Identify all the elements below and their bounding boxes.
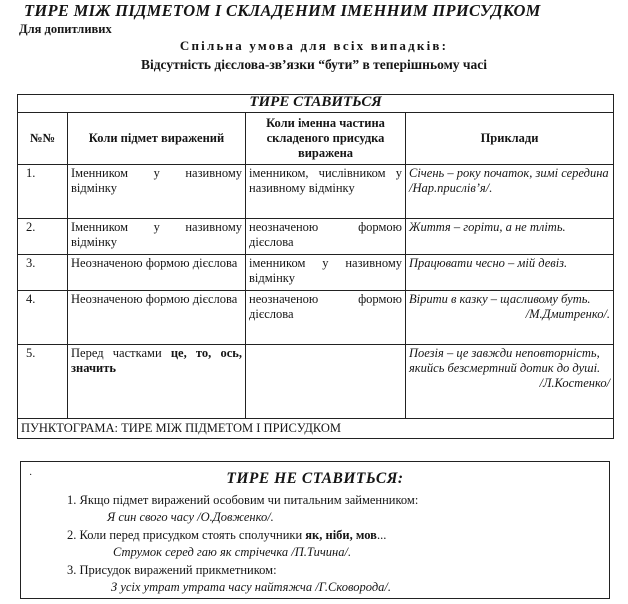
example-text: Поезія – це завжди неповторність, якийсь безсмертний дотик до душі.: [409, 346, 601, 375]
table-row: [18, 291, 614, 345]
row-example: Працювати чесно – мій девіз.: [406, 255, 614, 291]
row-num: 1.: [18, 165, 68, 219]
rule-3: 3. Присудок виражений прикметником:: [67, 563, 277, 577]
row-predicate: неозначеною формою дієслова: [246, 219, 406, 255]
conjunctions: як, ніби, мов: [305, 528, 377, 542]
page-title: ТИРЕ МІЖ ПІДМЕТОМ І СКЛАДЕНИМ ІМЕННИМ ПРИСУДКОМ: [24, 1, 541, 20]
row-num: 3.: [18, 255, 68, 291]
table-row: [18, 255, 614, 291]
rule-2: [67, 528, 386, 543]
row-predicate: неозначеною формою дієслова: [246, 291, 406, 345]
row-example: [406, 165, 614, 219]
row-subject: Іменником у називному відмінку: [68, 219, 246, 255]
section-title-placed: ТИРЕ СТАВИТЬСЯ: [18, 95, 614, 113]
col-header-num: №№: [18, 113, 68, 165]
speck: ·: [29, 470, 33, 481]
example-source: /Л.Костенко/: [539, 376, 611, 390]
punctogram: ПУНКТОГРАМА: ТИРЕ МІЖ ПІДМЕТОМ І ПРИСУДКОМ: [18, 419, 614, 439]
col-header-subject: Коли підмет виражений: [68, 113, 246, 165]
col-header-examples: Приклади: [406, 113, 614, 165]
rules-table: [17, 94, 614, 439]
for-curious-label: Для допитливих: [19, 22, 112, 36]
example-3: З усіх утрат утрата часу найтяжча /Г.Сковорода/.: [111, 580, 391, 594]
table-row: [18, 165, 614, 219]
col-header-predicate: Коли іменна частина складеного присудка виражена: [246, 113, 406, 165]
row-num: 4.: [18, 291, 68, 345]
row-subject: Неозначеною формою дієслова: [68, 291, 246, 345]
table-row: [18, 345, 614, 419]
subject-text: Перед частками: [71, 346, 171, 360]
row-num: 5.: [18, 345, 68, 419]
row-example: Життя – горіти, а не тліть.: [406, 219, 614, 255]
example-2: Струмок серед гаю як стрічечка /П.Тичина/.: [113, 545, 352, 559]
example-source: /Нар.прислів’я/.: [409, 181, 493, 195]
example-source: /М.Дмитренко/.: [525, 307, 611, 321]
row-predicate: іменником, числівником у називному відмінку: [246, 165, 406, 219]
example-1: Я син свого часу /О.Довженко/.: [107, 510, 274, 524]
table-row: [18, 219, 614, 255]
section-title-not-placed: ТИРЕ НЕ СТАВИТЬСЯ:: [226, 470, 404, 487]
particles-list: це, то, ось, значить: [71, 346, 242, 375]
row-example: [406, 345, 614, 419]
row-num: 2.: [18, 219, 68, 255]
not-placed-box: [20, 461, 610, 599]
condition-text: Відсутність дієслова-зв’язки “бути” в теперішньому часі: [140, 57, 488, 72]
row-subject: Іменником у називному відмінку: [68, 165, 246, 219]
row-predicate: [246, 345, 406, 419]
example-text: Січень – року початок, зимі середина: [409, 166, 609, 180]
rule-2-ellipsis: ...: [376, 528, 387, 542]
row-predicate: іменником у називному відмінку: [246, 255, 406, 291]
rule-1: 1. Якщо підмет виражений особовим чи питальним займенником:: [67, 493, 419, 507]
rule-2-text: 2. Коли перед присудком стоять сполучники: [67, 528, 306, 542]
example-text: Вірити в казку – щасливому буть.: [409, 292, 591, 306]
row-subject: Неозначеною формою дієслова: [68, 255, 246, 291]
row-example: [406, 291, 614, 345]
common-condition-heading: Спільна умова для всіх випадків:: [179, 38, 449, 53]
row-subject: [68, 345, 246, 419]
